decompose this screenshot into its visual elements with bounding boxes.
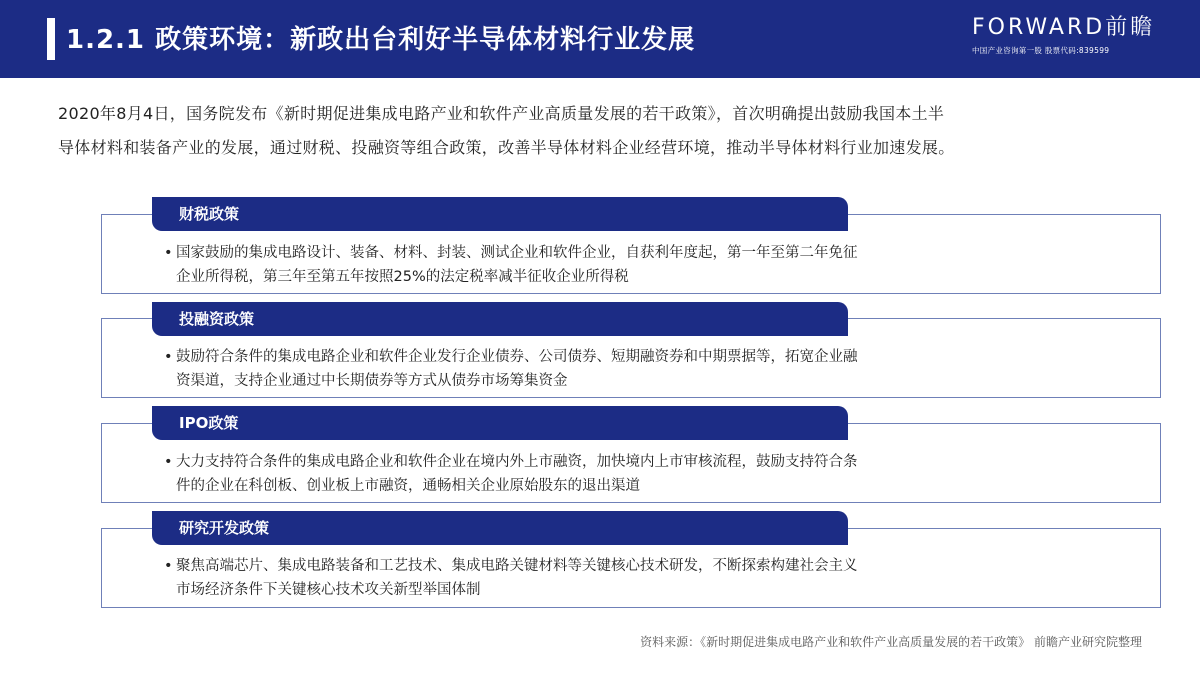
intro-line-2: 导体材料和装备产业的发展，通过财税、投融资等组合政策，改善半导体材料企业经营环境，推动半导体材料行业加速发展。 xyxy=(58,138,955,157)
intro-line-1: 2020年8月4日，国务院发布《新时期促进集成电路产业和软件产业高质量发展的若干政策》，首次明确提出鼓励我国本土半 xyxy=(58,104,945,123)
policy-tab-tax: 财税政策 xyxy=(152,197,848,231)
policy-text-line: 国家鼓励的集成电路设计、装备、材料、封装、测试企业和软件企业，自获利年度起，第一年至第二年免征 xyxy=(176,245,858,261)
policy-text-financing xyxy=(164,345,1036,393)
title-accent-bar xyxy=(47,18,55,60)
header-banner xyxy=(0,0,1200,78)
bullet-icon: • xyxy=(164,454,173,470)
logo-subtitle: 中国产业咨询第一股 股票代码:839599 xyxy=(972,46,1110,55)
logo-text: FORWARD前瞻 xyxy=(972,15,1156,40)
policy-text-ipo xyxy=(164,450,1036,498)
policy-text-line: 大力支持符合条件的集成电路企业和软件企业在境内外上市融资，加快境内上市审核流程，鼓励支持符合条 xyxy=(176,454,858,470)
bullet-icon: • xyxy=(164,349,173,365)
policy-text-line: 企业所得税，第三年至第五年按照25%的法定税率减半征收企业所得税 xyxy=(176,269,629,285)
source-note: 资料来源：《新时期促进集成电路产业和软件产业高质量发展的若干政策》 前瞻产业研究院整理 xyxy=(640,635,1142,649)
intro-paragraph xyxy=(58,97,1178,165)
policy-text-line: 聚焦高端芯片、集成电路装备和工艺技术、集成电路关键材料等关键核心技术研发，不断探索构建社会主义 xyxy=(176,558,858,574)
bullet-icon: • xyxy=(164,558,173,574)
policy-text-line: 资渠道，支持企业通过中长期债券等方式从债券市场筹集资金 xyxy=(176,373,568,389)
policy-text-tax xyxy=(164,241,1036,289)
forward-logo xyxy=(972,15,1162,57)
policy-text-rd xyxy=(164,554,1036,602)
bullet-icon: • xyxy=(164,245,173,261)
policy-text-line: 件的企业在科创板、创业板上市融资，通畅相关企业原始股东的退出渠道 xyxy=(176,478,640,494)
policy-tab-ipo: IPO政策 xyxy=(152,406,848,440)
page-title: 1.2.1 政策环境：新政出台利好半导体材料行业发展 xyxy=(66,25,696,55)
policy-tab-rd: 研究开发政策 xyxy=(152,511,848,545)
policy-tab-financing: 投融资政策 xyxy=(152,302,848,336)
policy-text-line: 市场经济条件下关键核心技术攻关新型举国体制 xyxy=(176,582,481,598)
policy-text-line: 鼓励符合条件的集成电路企业和软件企业发行企业债券、公司债券、短期融资券和中期票据等，拓宽企业融 xyxy=(176,349,858,365)
